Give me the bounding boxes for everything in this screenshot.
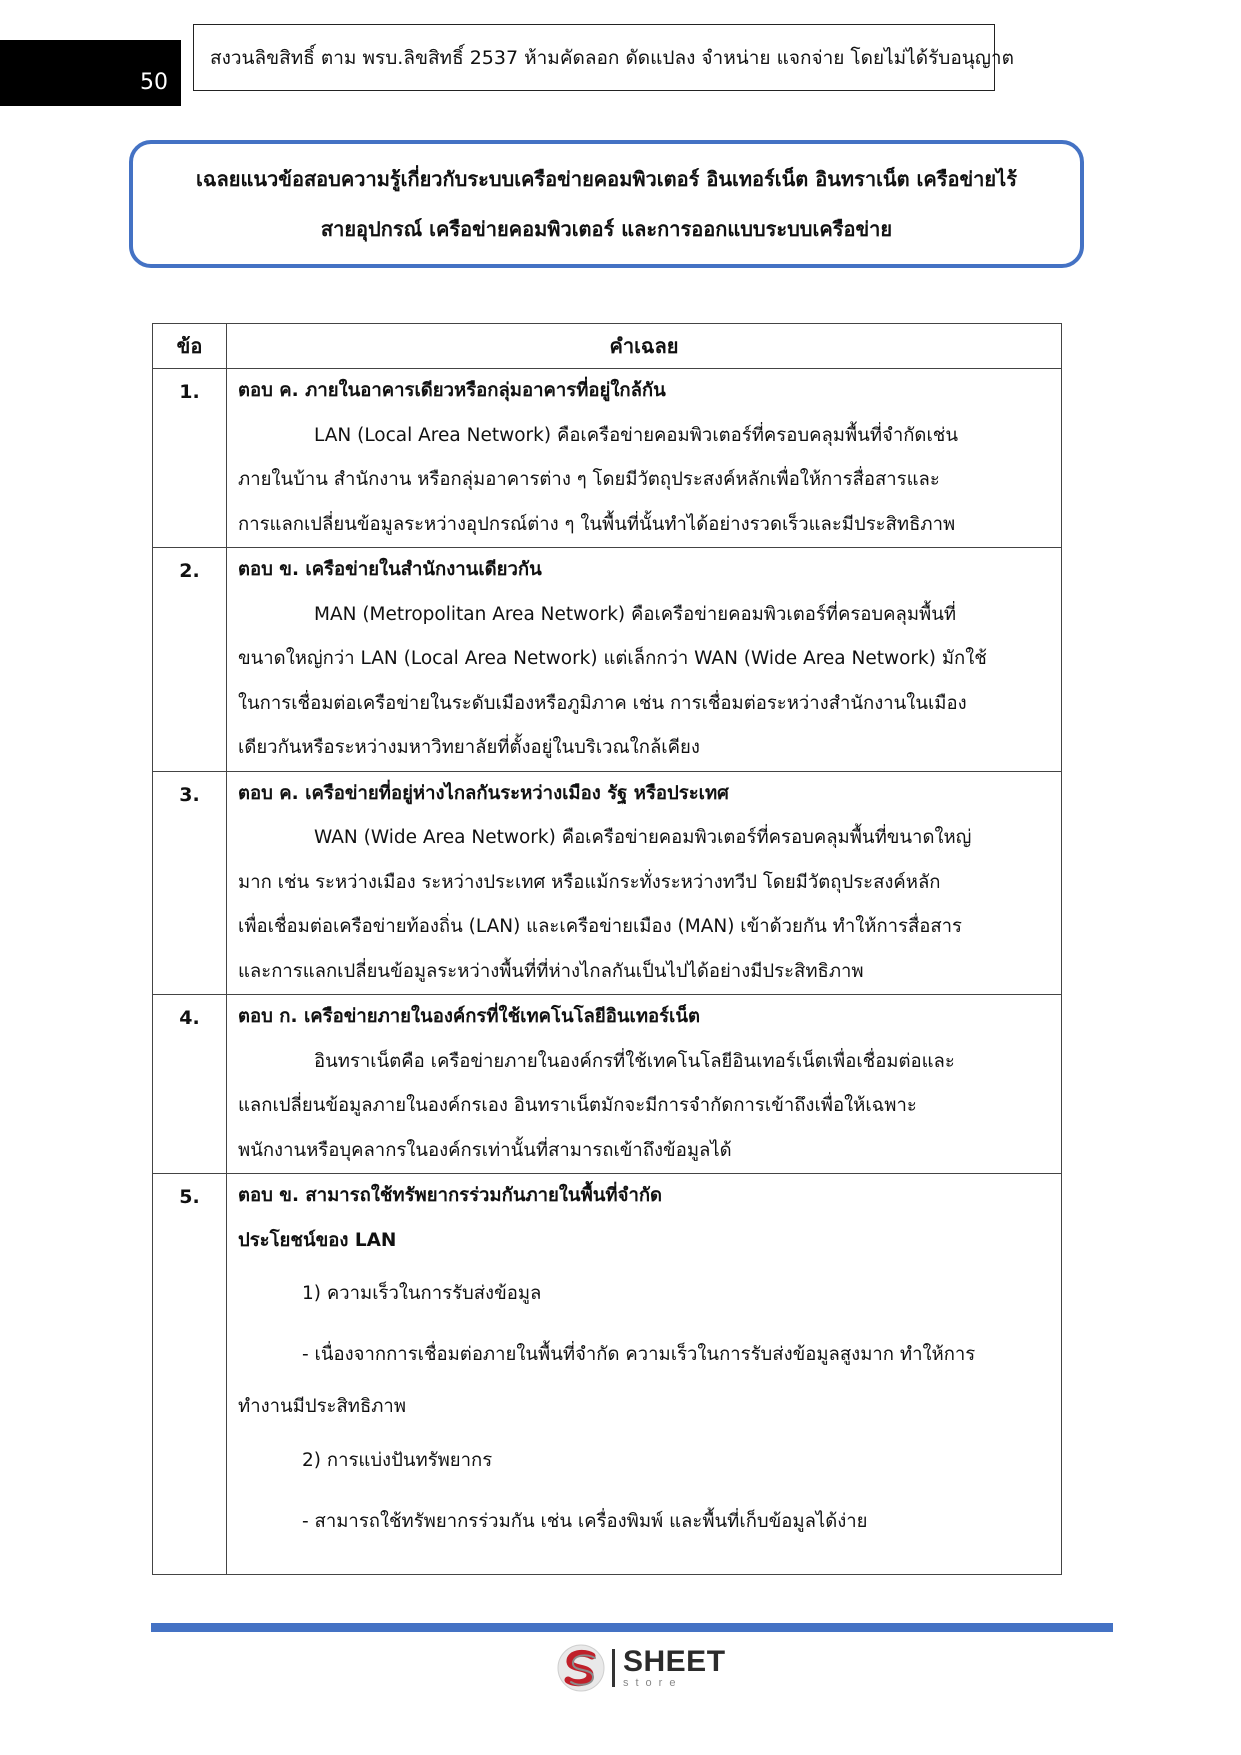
explanation-line: MAN (Metropolitan Area Network) คือเครือข่ายคอมพิวเตอร์ที่ครอบคลุมพื้นที่ [314, 603, 957, 625]
answer-cell [227, 369, 1062, 548]
explanation-line: WAN (Wide Area Network) คือเครือข่ายคอมพิวเตอร์ที่ครอบคลุมพื้นที่ขนาดใหญ่ [314, 827, 972, 848]
logo-word: SHEET [623, 1645, 726, 1678]
title-box [129, 140, 1084, 268]
answer-heading: ตอบ ข. สามารถใช้ทรัพยากรร่วมกันภายในพื้นที่จำกัด [238, 1185, 663, 1206]
copyright-text: สงวนลิขสิทธิ์ ตาม พรบ.ลิขสิทธิ์ 2537 ห้ามคัดลอก ดัดแปลง จำหน่าย แจกจ่าย โดยไม่ได้รับอนุญาต [210, 46, 1014, 69]
table-row [153, 995, 1062, 1174]
explanation-line: ภายในบ้าน สำนักงาน หรือกลุ่มอาคารต่าง ๆ โดยมีวัตถุประสงค์หลักเพื่อให้การสื่อสารและ [238, 469, 940, 490]
benefit-point-2-desc: - สามารถใช้ทรัพยากรร่วมกัน เช่น เครื่องพิมพ์ และพื้นที่เก็บข้อมูลได้ง่าย [302, 1510, 868, 1532]
explanation-line: พนักงานหรือบุคลากรในองค์กรเท่านั้นที่สามารถเข้าถึงข้อมูลได้ [238, 1139, 732, 1161]
explanation-line: อินทราเน็ตคือ เครือข่ายภายในองค์กรที่ใช้เทคโนโลยีอินเทอร์เน็ตเพื่อเชื่อมต่อและ [314, 1050, 955, 1072]
explanation-line: LAN (Local Area Network) คือเครือข่ายคอมพิวเตอร์ที่ครอบคลุมพื้นที่จำกัดเช่น [314, 424, 958, 446]
answer-heading: ตอบ ก. เครือข่ายภายในองค์กรที่ใช้เทคโนโลยีอินเทอร์เน็ต [238, 1006, 701, 1027]
answer-cell [227, 995, 1062, 1174]
answer-heading: ตอบ ข. เครือข่ายในสำนักงานเดียวกัน [238, 559, 542, 580]
question-number: 2. [153, 548, 227, 772]
table-row [153, 369, 1062, 548]
table-row [153, 771, 1062, 995]
benefit-point-1-desc: - เนื่องจากการเชื่อมต่อภายในพื้นที่จำกัด ความเร็วในการรับส่งข้อมูลสูงมาก ทำให้การ [302, 1344, 976, 1365]
question-number: 3. [153, 771, 227, 995]
title-line-2: สายอุปกรณ์ เครือข่ายคอมพิวเตอร์ และการออกแบบระบบเครือข่าย [320, 217, 893, 241]
explanation-line: ขนาดใหญ่กว่า LAN (Local Area Network) แต่เล็กกว่า WAN (Wide Area Network) มักใช้ [238, 648, 987, 669]
table-row [153, 548, 1062, 772]
logo-separator [612, 1649, 615, 1687]
answer-cell [227, 1174, 1062, 1575]
explanation-line: แลกเปลี่ยนข้อมูลภายในองค์กรเอง อินทราเน็ตมักจะมีการจำกัดการเข้าถึงเพื่อให้เฉพาะ [238, 1095, 917, 1116]
title-line-1: เฉลยแนวข้อสอบความรู้เกี่ยวกับระบบเครือข่ายคอมพิวเตอร์ อินเทอร์เน็ต อินทราเน็ต เครือข่ายไร้ [196, 167, 1017, 191]
column-header-no: ข้อ [153, 324, 227, 369]
column-header-answer: คำเฉลย [227, 324, 1062, 369]
page-number: 50 [140, 70, 168, 95]
answer-cell [227, 771, 1062, 995]
sheet-s-logo-icon [556, 1643, 606, 1693]
answer-heading: ตอบ ค. ภายในอาคารเดียวหรือกลุ่มอาคารที่อยู่ใกล้กัน [238, 380, 666, 401]
table-row [153, 1174, 1062, 1575]
explanation-line: และการแลกเปลี่ยนข้อมูลระหว่างพื้นที่ที่ห่างไกลกันเป็นไปได้อย่างมีประสิทธิภาพ [238, 960, 864, 982]
question-number: 5. [153, 1174, 227, 1575]
copyright-banner [193, 24, 1014, 91]
benefit-point-2: 2) การแบ่งปันทรัพยากร [302, 1449, 493, 1471]
explanation-line: เดียวกันหรือระหว่างมหาวิทยาลัยที่ตั้งอยู่ในบริเวณใกล้เคียง [238, 737, 700, 758]
explanation-line: ในการเชื่อมต่อเครือข่ายในระดับเมืองหรือภูมิภาค เช่น การเชื่อมต่อระหว่างสำนักงานในเมือง [238, 692, 967, 714]
footer-rule [151, 1623, 1113, 1632]
question-number: 1. [153, 369, 227, 548]
answer-heading: ตอบ ค. เครือข่ายที่อยู่ห่างไกลกันระหว่างเมือง รัฐ หรือประเทศ [238, 782, 729, 804]
sheet-store-logo [556, 1643, 726, 1693]
answer-cell [227, 548, 1062, 772]
logo-text [623, 1647, 726, 1689]
logo-subtext: store [623, 1677, 683, 1689]
explanation-line: เพื่อเชื่อมต่อเครือข่ายท้องถิ่น (LAN) และเครือข่ายเมือง (MAN) เข้าด้วยกัน ทำให้การสื่อสาร [238, 916, 962, 937]
question-number: 4. [153, 995, 227, 1174]
benefit-point-1: 1) ความเร็วในการรับส่งข้อมูล [302, 1283, 542, 1304]
lan-benefits-subheading: ประโยชน์ของ LAN [238, 1229, 397, 1251]
answer-table [152, 323, 1062, 1575]
explanation-line: การแลกเปลี่ยนข้อมูลระหว่างอุปกรณ์ต่าง ๆ ในพื้นที่นั้นทำได้อย่างรวดเร็วและมีประสิทธิภาพ [238, 513, 956, 535]
table-header-row [153, 324, 1062, 369]
benefit-point-1-desc-cont: ทำงานมีประสิทธิภาพ [238, 1396, 407, 1417]
explanation-line: มาก เช่น ระหว่างเมือง ระหว่างประเทศ หรือแม้กระทั่งระหว่างทวีป โดยมีวัตถุประสงค์หลัก [238, 871, 941, 893]
